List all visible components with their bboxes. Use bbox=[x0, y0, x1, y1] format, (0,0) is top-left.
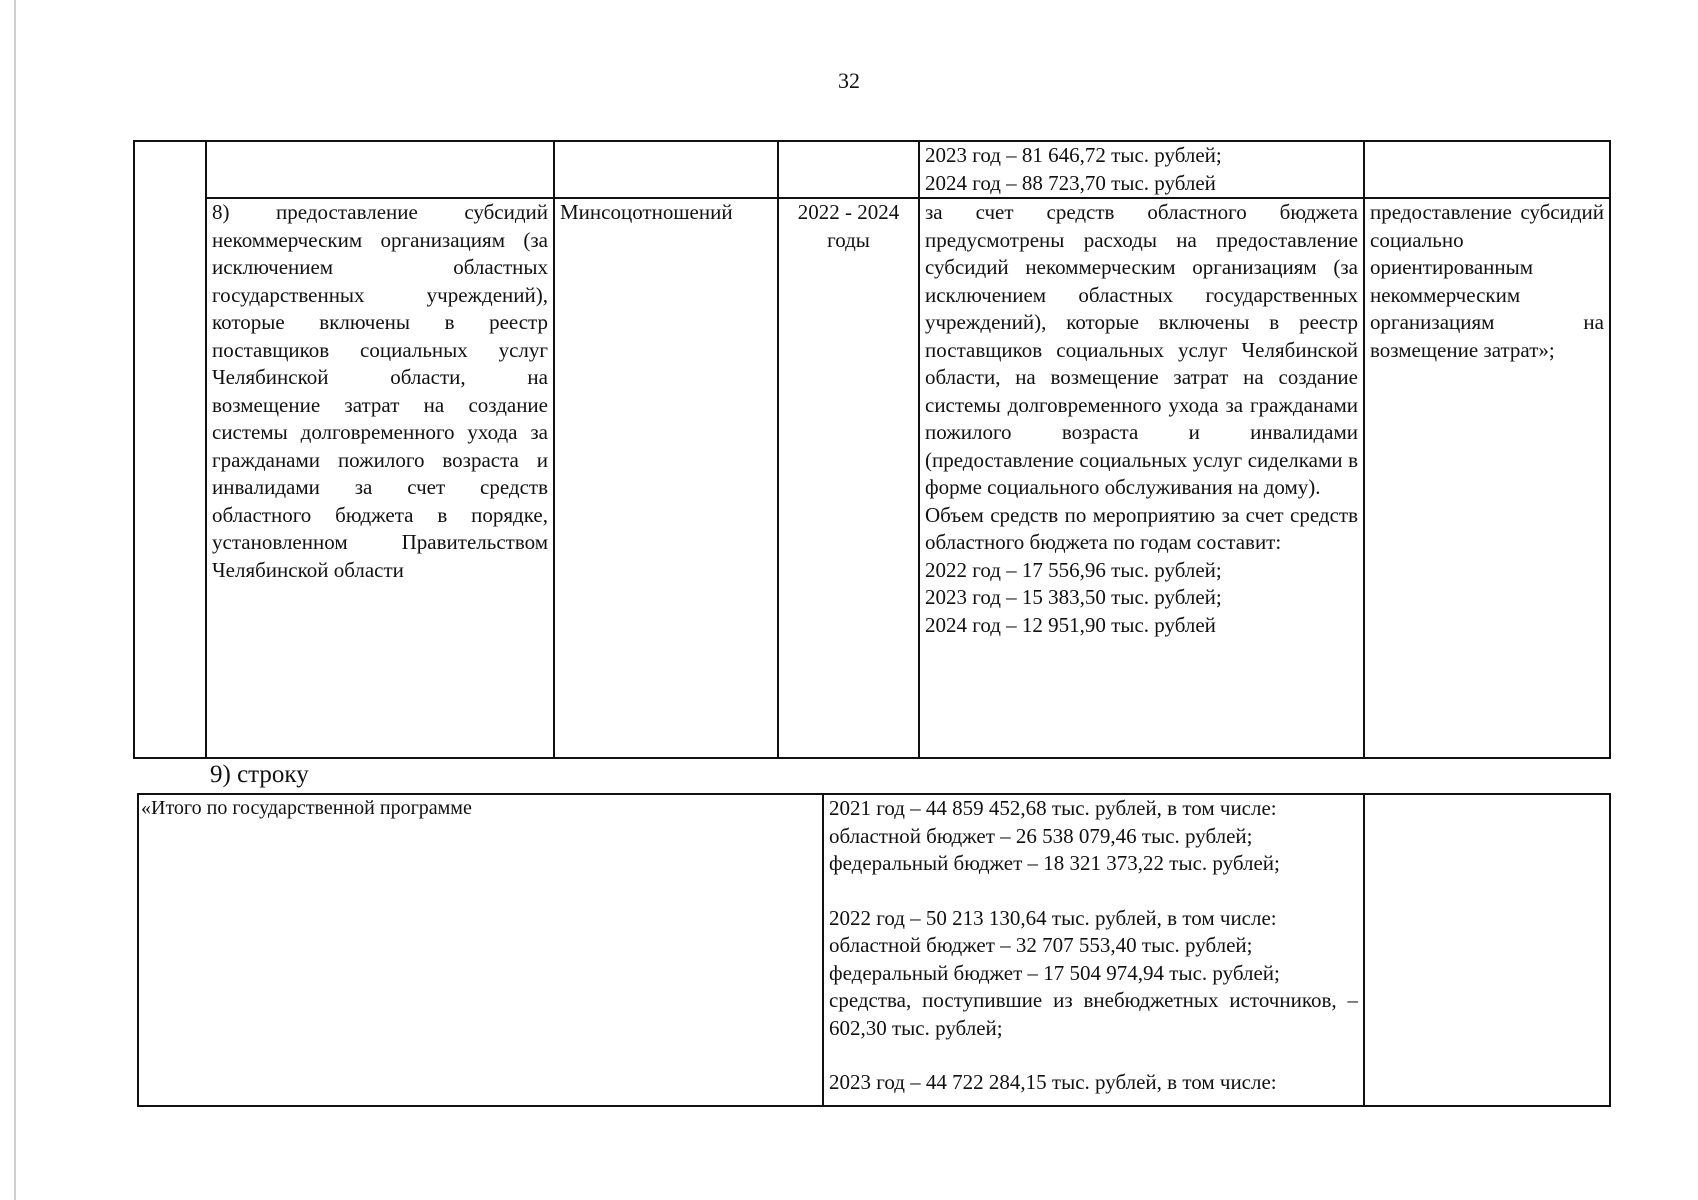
total-2022-heading: 2022 год – 50 213 130,64 тыс. рублей, в том числе: bbox=[829, 905, 1277, 930]
funding-description: за счет средств областного бюджета предусмотрены расходы на предоставление субсидий некоммерческим организациям (за исключением областных государственных учреждений), которые включены в реестр поставщиков социальных услуг Челябинской области, на возмещение затрат на создание системы долговременного ухода за гражданами пожилого возраста и инвалидами (предоставление социальных услуг сиделками в форме социального обслуживания на дому). bbox=[925, 200, 1358, 499]
program-activities-table bbox=[133, 140, 1611, 759]
number-cell bbox=[134, 141, 206, 758]
total-2021-federal: федеральный бюджет – 18 321 373,22 тыс. рублей; bbox=[829, 851, 1280, 875]
total-2022-extrabudgetary: средства, поступившие из внебюджетных источников, – 602,30 тыс. рублей; bbox=[829, 988, 1358, 1040]
activity-description: 8) предоставление субсидий некоммерческим организациям (за исключением областных государственных учреждений), которые включены в реестр поставщиков социальных услуг Челябинской области, на возмещение затрат на создание системы долговременного ухода за гражданами пожилого возраста и инвалидами за счет средств областного бюджета в порядке, установленном Правительством Челябинской области bbox=[206, 198, 554, 758]
table-row-continuation bbox=[134, 141, 1610, 198]
executor-cell bbox=[554, 141, 778, 198]
scan-edge bbox=[14, 0, 16, 1200]
spacer bbox=[829, 1042, 1358, 1069]
table-row-total bbox=[138, 794, 1610, 1106]
total-result-cell bbox=[1364, 794, 1610, 1106]
funding-line: 2024 год – 88 723,70 тыс. рублей bbox=[925, 170, 1216, 195]
funding-year-2022: 2022 год – 17 556,96 тыс. рублей; bbox=[925, 557, 1222, 582]
expected-result: предоставление субсидий социально ориентированным некоммерческим организациям на возмещение затрат»; bbox=[1364, 198, 1610, 758]
executor: Минсоцотношений bbox=[554, 198, 778, 758]
funding-year-2024: 2024 год – 12 951,90 тыс. рублей bbox=[925, 612, 1216, 637]
spacer bbox=[829, 878, 1358, 905]
program-total-table bbox=[137, 793, 1611, 1107]
result-cell bbox=[1364, 141, 1610, 198]
total-2021-regional: областной бюджет – 26 538 079,46 тыс. рублей; bbox=[829, 823, 1253, 848]
funding-volume-text: Объем средств по мероприятию за счет средств областного бюджета по годам составит: bbox=[925, 502, 1358, 554]
table-row-8 bbox=[134, 198, 1610, 758]
total-funding-cell bbox=[823, 794, 1364, 1106]
funding-cell-8 bbox=[919, 198, 1364, 758]
period-cell bbox=[778, 141, 919, 198]
section-label: 9) строку bbox=[210, 761, 309, 788]
total-2021-heading: 2021 год – 44 859 452,68 тыс. рублей, в том числе: bbox=[829, 796, 1277, 820]
total-2023-heading: 2023 год – 44 722 284,15 тыс. рублей, в том числе: bbox=[829, 1070, 1277, 1094]
page-number: 32 bbox=[838, 68, 860, 93]
funding-cell bbox=[919, 141, 1364, 198]
total-2022-federal: федеральный бюджет – 17 504 974,94 тыс. рублей; bbox=[829, 960, 1280, 985]
period: 2022 - 2024 годы bbox=[778, 198, 919, 758]
funding-year-2023: 2023 год – 15 383,50 тыс. рублей; bbox=[925, 585, 1222, 609]
funding-line: 2023 год – 81 646,72 тыс. рублей; bbox=[925, 143, 1222, 167]
activity-cell bbox=[206, 141, 554, 198]
total-label: «Итого по государственной программе bbox=[138, 794, 823, 1106]
total-2022-regional: областной бюджет – 32 707 553,40 тыс. рублей; bbox=[829, 933, 1253, 957]
